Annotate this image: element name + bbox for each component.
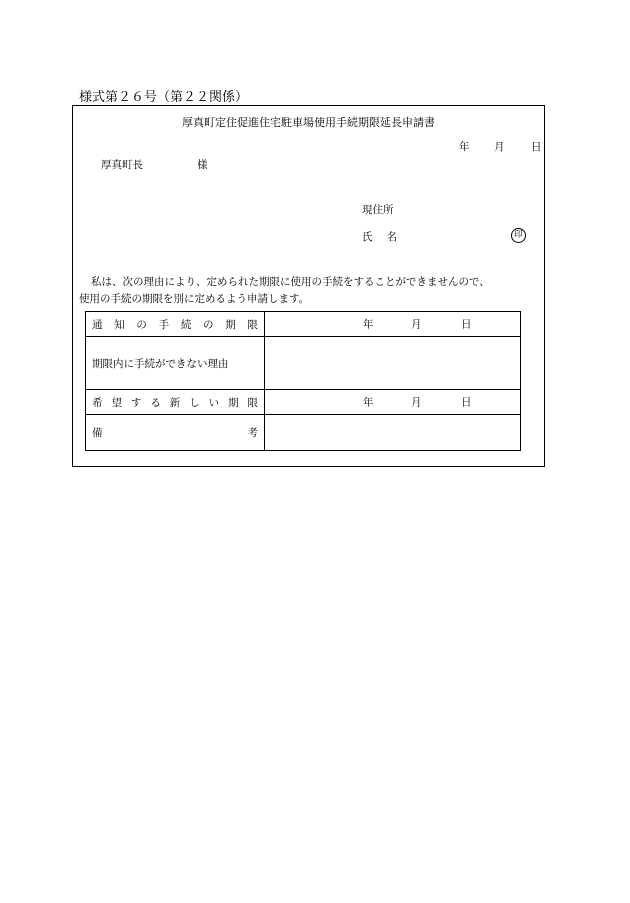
table-row bbox=[86, 312, 521, 337]
reason-field[interactable] bbox=[265, 337, 521, 390]
application-table bbox=[85, 311, 521, 451]
label-char: 備 bbox=[92, 427, 103, 439]
spread-text bbox=[92, 317, 258, 332]
label-char: 通 bbox=[92, 318, 103, 331]
label-char: 続 bbox=[180, 318, 192, 331]
row-label-notice-deadline bbox=[86, 312, 265, 337]
row-label-remarks bbox=[86, 415, 265, 451]
statement bbox=[79, 274, 541, 308]
table-row bbox=[86, 390, 521, 415]
address-label: 現住所 bbox=[362, 204, 394, 216]
new-month-label: 月 bbox=[411, 396, 422, 409]
label-char: 限 bbox=[247, 396, 258, 409]
label-char: 新 bbox=[169, 396, 181, 409]
label-char: 限 bbox=[247, 318, 258, 331]
label-char: 考 bbox=[247, 427, 258, 439]
new-day-label: 日 bbox=[461, 396, 472, 409]
statement-line-2: 使用の手続の期限を別に定めるよう申請します。 bbox=[79, 293, 310, 305]
label-char: 望 bbox=[111, 396, 122, 409]
form-title: 厚真町定住促進住宅駐車場使用手続期限延長申請書 bbox=[182, 116, 435, 129]
label-char: の bbox=[136, 318, 147, 331]
table-row bbox=[86, 415, 521, 451]
label-char: 期 bbox=[228, 396, 239, 409]
label-char: し bbox=[189, 396, 200, 409]
remarks-field[interactable] bbox=[265, 415, 521, 451]
date-day-label: 日 bbox=[531, 141, 542, 153]
seal-mark: 印 bbox=[511, 228, 526, 243]
notice-day-label: 日 bbox=[461, 318, 472, 331]
label-char: 手 bbox=[158, 318, 170, 331]
label-char: い bbox=[208, 396, 220, 409]
notice-month-label: 月 bbox=[411, 318, 422, 331]
date-year-label: 年 bbox=[459, 141, 470, 153]
new-deadline-date[interactable] bbox=[265, 390, 521, 415]
label-char: 期 bbox=[225, 318, 236, 331]
row-label-reason: 期限内に手続ができない理由 bbox=[86, 337, 265, 390]
honorific: 様 bbox=[197, 159, 208, 171]
label-char: 知 bbox=[114, 318, 125, 331]
table-row bbox=[86, 337, 521, 390]
form-number: 様式第２６号（第２２関係） bbox=[79, 90, 249, 105]
row-label-new-deadline bbox=[86, 390, 265, 415]
statement-line-1: 私は、次の理由により、定められた期限に使用の手続をすることができませんので、 bbox=[91, 276, 490, 288]
new-year-label: 年 bbox=[363, 396, 374, 409]
addressee: 厚真町長 bbox=[101, 159, 143, 171]
date-month-label: 月 bbox=[494, 141, 505, 153]
label-char: 希 bbox=[92, 396, 103, 409]
name-label: 氏名 bbox=[362, 231, 411, 243]
label-char: の bbox=[203, 318, 214, 331]
label-char: す bbox=[130, 396, 142, 409]
label-char: る bbox=[150, 396, 161, 409]
application-form bbox=[72, 105, 545, 467]
spread-text bbox=[92, 395, 258, 410]
notice-year-label: 年 bbox=[363, 318, 374, 331]
spread-text bbox=[92, 425, 258, 440]
notice-deadline-date[interactable] bbox=[265, 312, 521, 337]
